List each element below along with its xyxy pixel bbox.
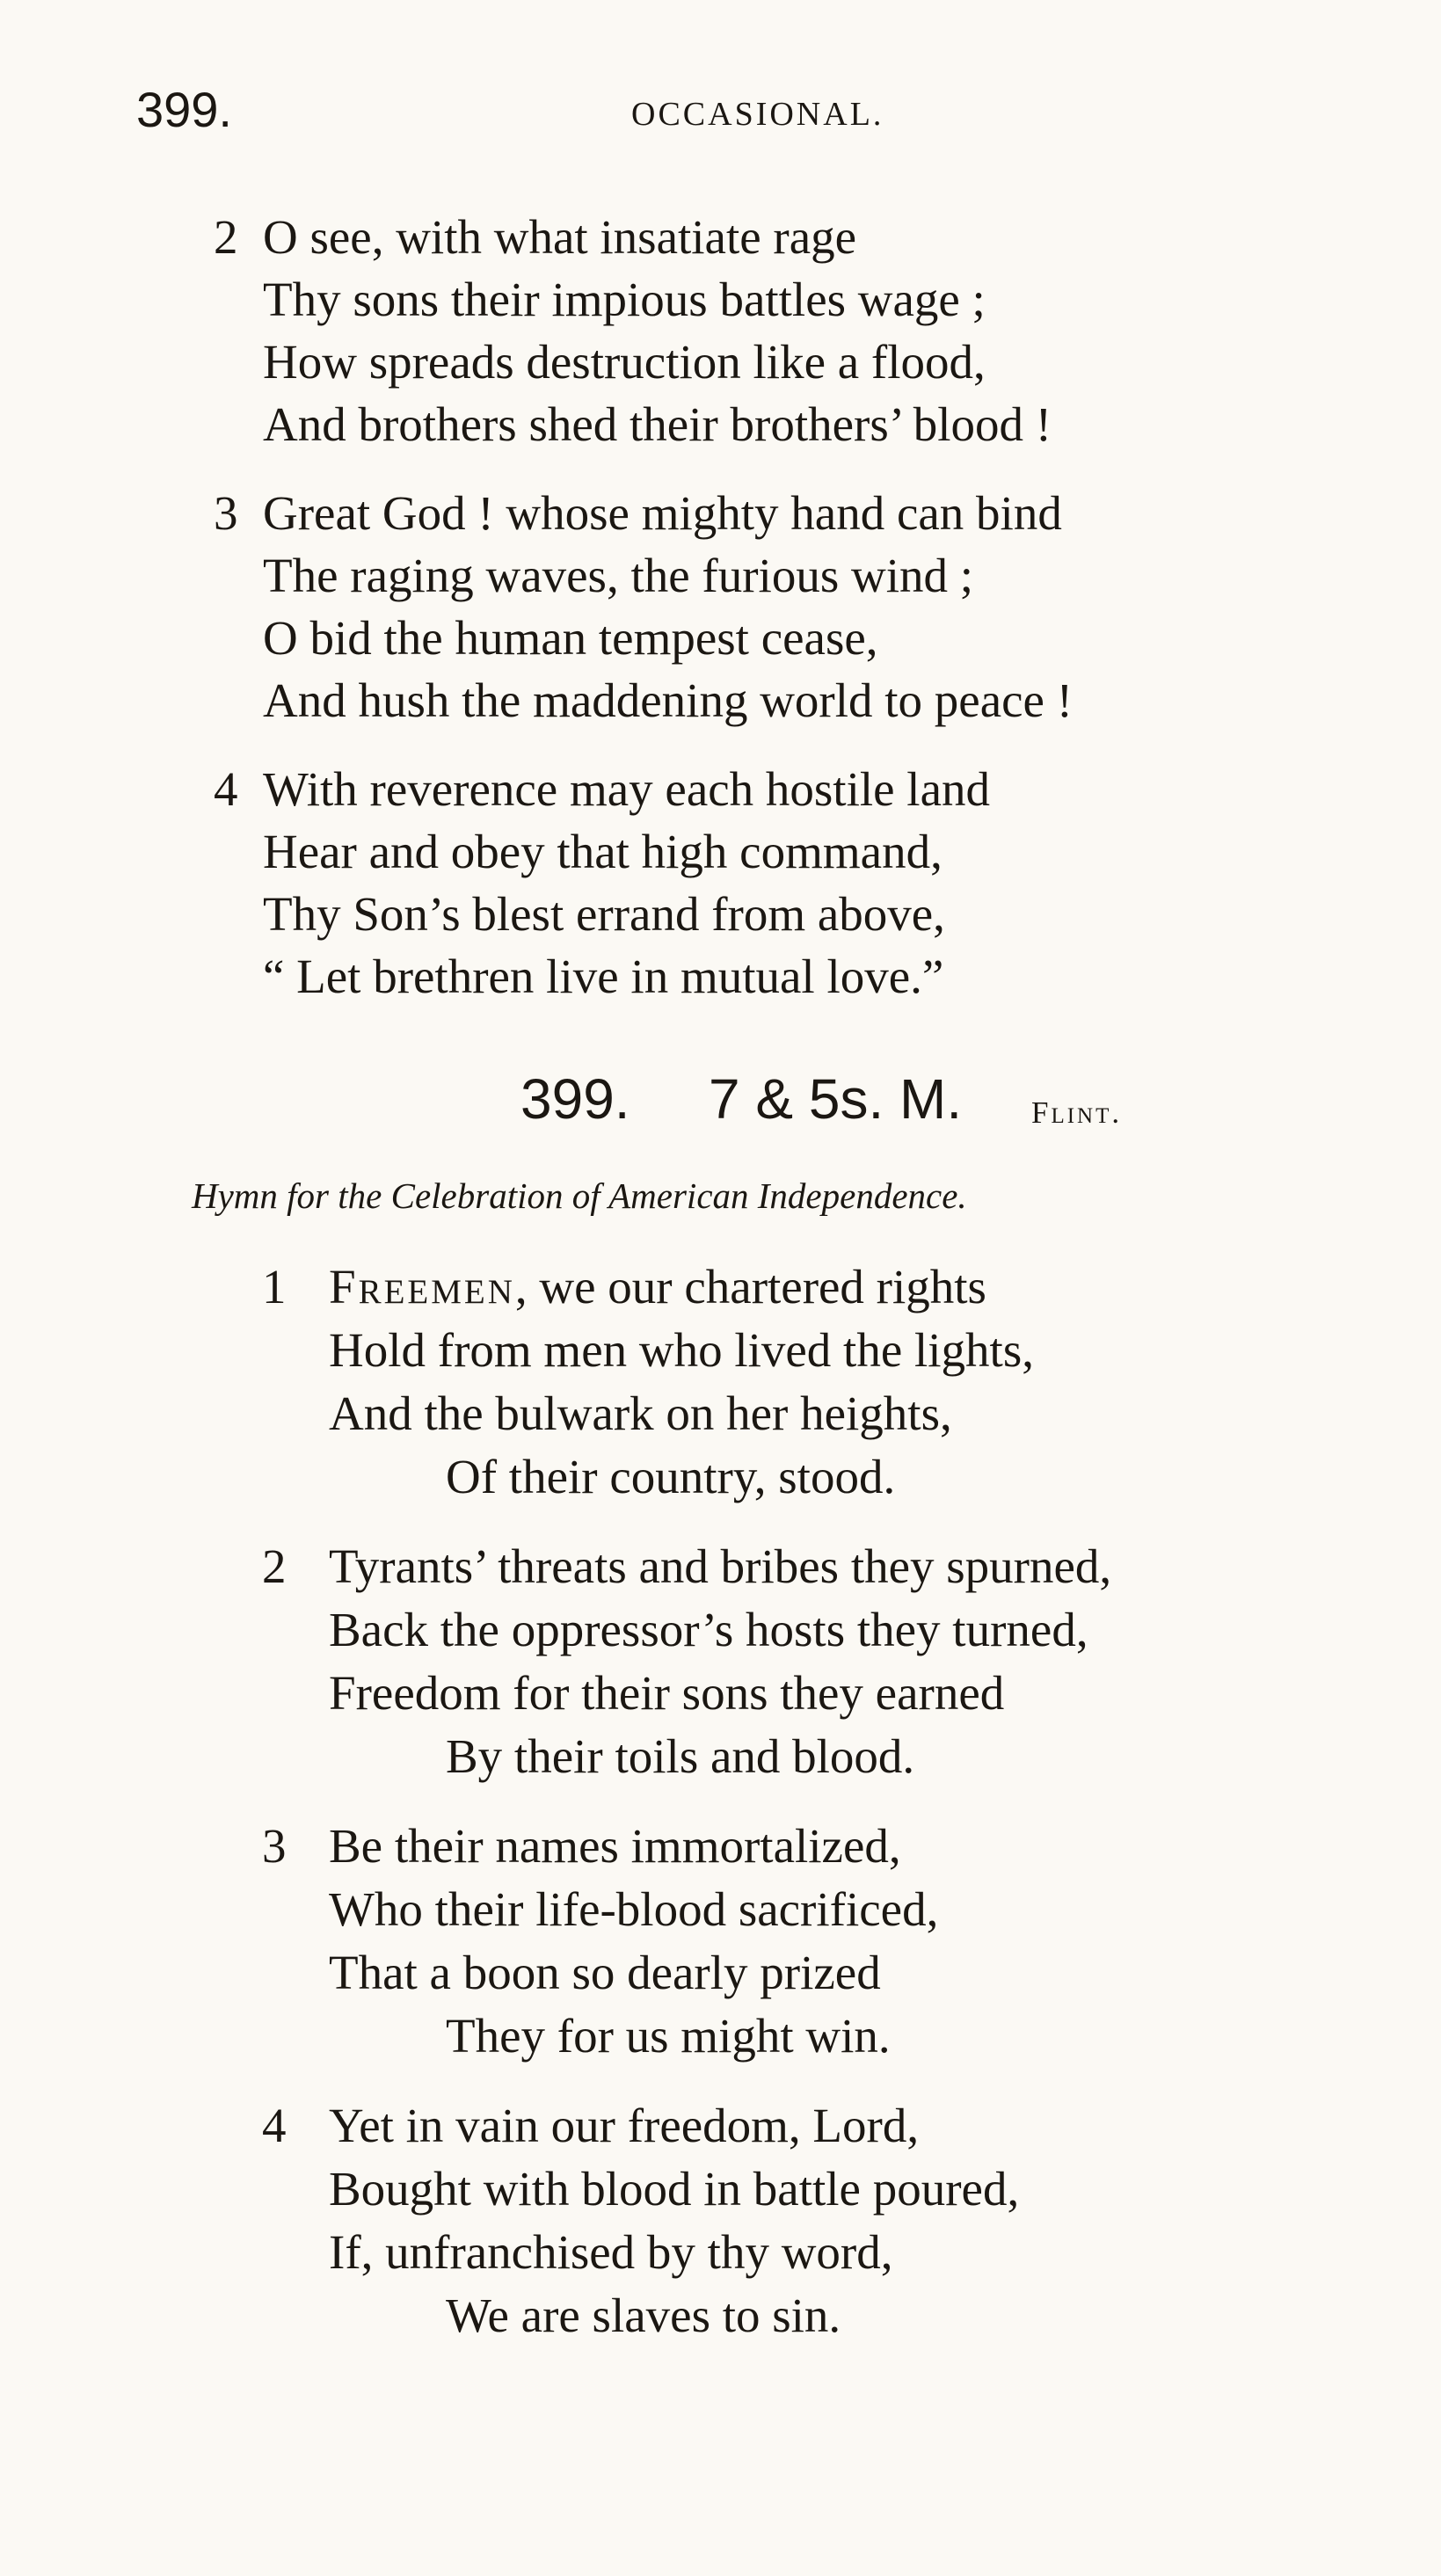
hymn-meter: 7 & 5s. M. bbox=[709, 1067, 963, 1131]
verse-line: Tyrants’ threats and bribes they spurned, bbox=[329, 1539, 1112, 1593]
verse-line: O bid the human tempest cease, bbox=[263, 611, 878, 665]
verse-line: Of their country, stood. bbox=[446, 1450, 896, 1503]
verse-line: Hold from men who lived the lights, bbox=[329, 1323, 1034, 1377]
stanza-number: 4 bbox=[214, 762, 238, 816]
verse-line: Thy sons their impious battles wage ; bbox=[263, 273, 986, 326]
verse-line: And the bulwark on her heights, bbox=[329, 1386, 952, 1440]
page-number: 399. bbox=[136, 82, 232, 137]
verse-line: If, unfranchised by thy word, bbox=[329, 2225, 893, 2279]
stanza-number: 1 bbox=[262, 1260, 287, 1313]
verse-line: Yet in vain our freedom, Lord, bbox=[329, 2099, 920, 2152]
stanza-number: 2 bbox=[214, 210, 238, 264]
first-line-rest: , we our chartered rights bbox=[514, 1260, 986, 1313]
verse-line: They for us might win. bbox=[446, 2009, 891, 2063]
verse-line: That a boon so dearly prized bbox=[329, 1946, 881, 1999]
verse-line: Back the oppressor’s hosts they turned, bbox=[329, 1603, 1088, 1656]
verse-line: And hush the maddening world to peace ! bbox=[263, 673, 1073, 727]
verse-line bbox=[329, 1260, 986, 1313]
verse-line: And brothers shed their brothers’ blood ! bbox=[263, 397, 1052, 451]
verse-line: We are slaves to sin. bbox=[446, 2289, 841, 2342]
first-word: Freemen bbox=[329, 1260, 515, 1313]
verse-line: “ Let brethren live in mutual love.” bbox=[263, 950, 944, 1003]
verse-line: Hear and obey that high command, bbox=[263, 825, 942, 878]
stanza-number: 4 bbox=[262, 2099, 287, 2152]
verse-line: Bought with blood in battle poured, bbox=[329, 2162, 1020, 2216]
verse-line: The raging waves, the furious wind ; bbox=[263, 549, 974, 602]
hymn-number: 399. bbox=[520, 1067, 630, 1131]
verse-line: Thy Son’s blest errand from above, bbox=[263, 887, 945, 941]
verse-line: Freedom for their sons they earned bbox=[329, 1666, 1005, 1720]
verse-line: Be their names immortalized, bbox=[329, 1819, 901, 1873]
verse-line: Who their life-blood sacrificed, bbox=[329, 1882, 939, 1936]
verse-line: With reverence may each hostile land bbox=[263, 762, 990, 816]
stanza-number: 3 bbox=[262, 1819, 287, 1873]
verse-line: O see, with what insatiate rage bbox=[263, 210, 857, 264]
hymn-tune: Flint. bbox=[1031, 1095, 1123, 1130]
running-head: OCCASIONAL. bbox=[631, 96, 884, 133]
verse-line: How spreads destruction like a flood, bbox=[263, 335, 986, 389]
verse-line: Great God ! whose mighty hand can bind bbox=[263, 486, 1062, 540]
stanza-number: 2 bbox=[262, 1539, 287, 1593]
stanza-number: 3 bbox=[214, 486, 238, 540]
hymn-title: Hymn for the Celebration of American Independence. bbox=[192, 1175, 967, 1216]
verse-line: By their toils and blood. bbox=[446, 1729, 915, 1783]
